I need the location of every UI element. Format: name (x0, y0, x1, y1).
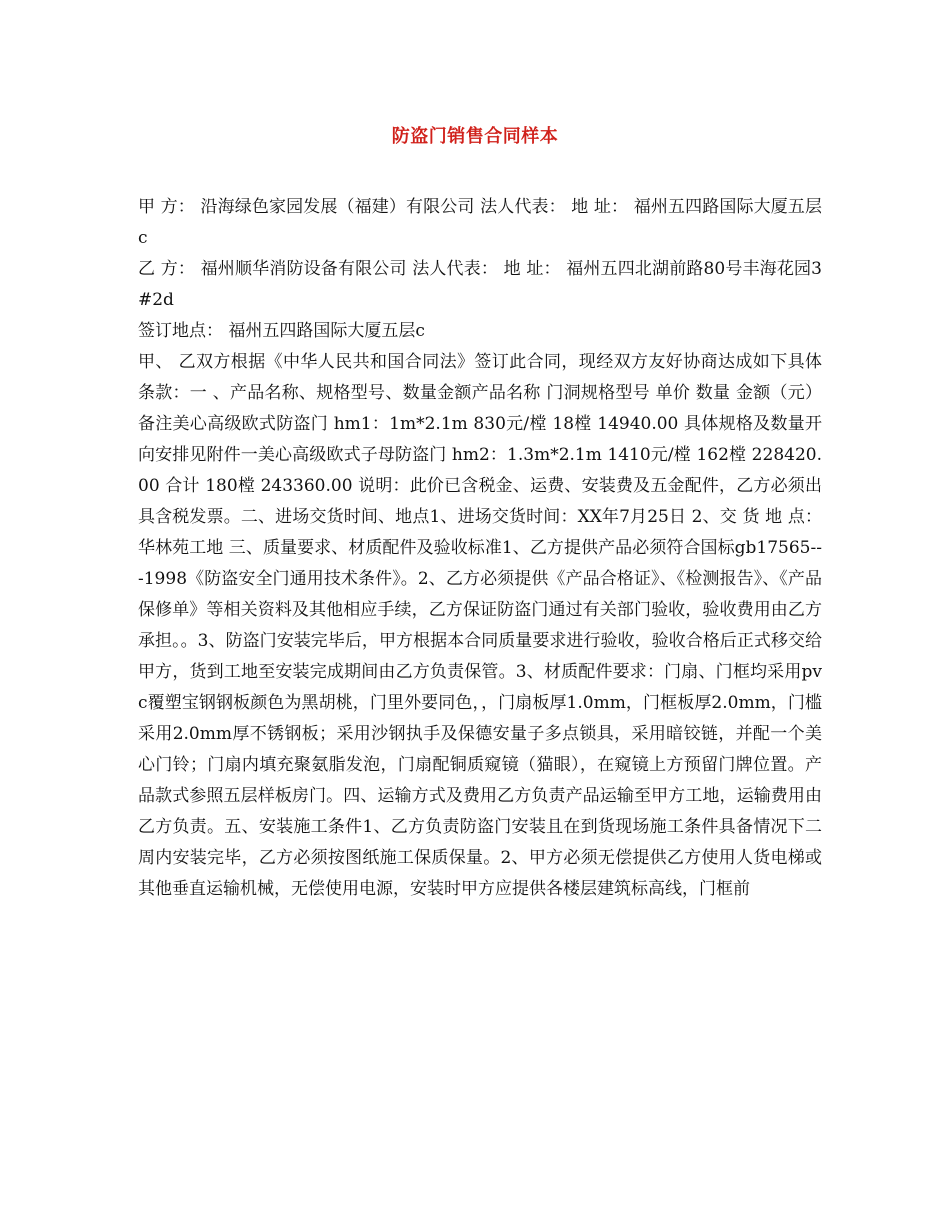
contract-terms-paragraph: 甲、 乙双方根据《中华人民共和国合同法》签订此合同，现经双方友好协商达成如下具体条款：一 、产品名称、规格型号、数量金额产品名称 门洞规格型号 单价 数量 金额（元） 备注美心高级欧式防盗门 hm1：1m*2.1m 830元/樘 18樘 14940.00 具体规格及数量开向安排见附件一美心高级欧式子母防盗门 hm2：1.3m*2.1m 1410元/樘 162樘 228420.00 合计 180樘 243360.00 说明：此价已含税金、运费、安装费及五金配件，乙方必须出具含税发票。二、进场交货时间、地点1、进场交货时间：XX年7月25日 2、交 货 地 点： 华林苑工地 三、质量要求、材质配件及验收标准1、乙方提供产品必须符合国标gb17565---1998《防盗安全门通用技术条件》。2、乙方必须提供《产品合格证》、《检测报告》、《产品保修单》等相关资料及其他相应手续，乙方保证防盗门通过有关部门验收，验收费用由乙方承担。。3、防盗门安装完毕后，甲方根据本合同质量要求进行验收，验收合格后正式移交给甲方，货到工地至安装完成期间由乙方负责保管。3、材质配件要求：门扇、门框均采用pvc覆塑宝钢钢板颜色为黑胡桃，门里外要同色，，门扇板厚1.0mm，门框板厚2.0mm，门槛采用2.0mm厚不锈钢板；采用沙钢执手及保德安量子多点锁具，采用暗铰链，并配一个美心门铃；门扇内填充聚氨脂发泡，门扇配铜质窥镜（猫眼），在窥镜上方预留门牌位置。产品款式参照五层样板房门。四、运输方式及费用乙方负责产品运输至甲方工地，运输费用由乙方负责。五、安装施工条件1、乙方负责防盗门安装且在到货现场施工条件具备情况下二周内安装完毕，乙方必须按图纸施工保质保量。2、甲方必须无偿提供乙方使用人货电梯或其他垂直运输机械，无偿使用电源，安装时甲方应提供各楼层建筑标高线，门框前 (138, 352, 822, 899)
signing-location-paragraph: 签订地点： 福州五四路国际大厦五层c (138, 321, 425, 341)
document-body (138, 192, 822, 905)
party-b-paragraph: 乙 方： 福州顺华消防设备有限公司 法人代表： 地 址： 福州五四北湖前路80号丰海花园3#2d (138, 259, 822, 310)
document-title: 防盗门销售合同样本 (391, 126, 559, 147)
party-a-paragraph: 甲 方： 沿海绿色家园发展（福建）有限公司 法人代表： 地 址： 福州五四路国际大厦五层c (138, 197, 822, 248)
